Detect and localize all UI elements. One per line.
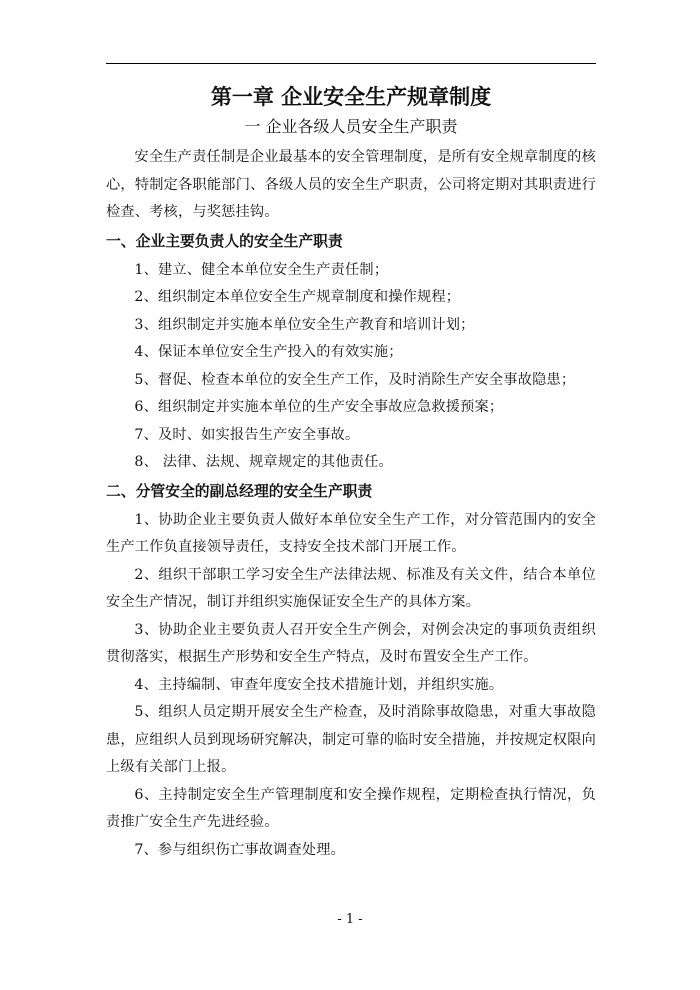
- list-item: 8、 法律、法规、规章规定的其他责任。: [134, 454, 393, 470]
- document-body: [106, 80, 596, 864]
- list-item: 5、组织人员定期开展安全生产检查，及时消除事故隐患，对重大事故隐患，应组织人员到现场研究解决，制定可靠的临时安全措施，并按规定权限向上级有关部门上报。: [106, 704, 596, 775]
- list-item: 4、保证本单位安全生产投入的有效实施；: [134, 344, 403, 360]
- list-item: 6、主持制定安全生产管理制度和安全操作规程，定期检查执行情况，负责推广安全生产先进经验。: [106, 786, 596, 830]
- list-item: 1、建立、健全本单位安全生产责任制；: [134, 261, 389, 278]
- list-item: 2、组织制定本单位安全生产规章制度和操作规程；: [134, 289, 461, 305]
- list-item: 7、参与组织伤亡事故调查处理。: [134, 841, 346, 858]
- list-item: 7、及时、如实报告生产安全事故。: [134, 426, 360, 443]
- intro-paragraph: 安全生产责任制是企业最基本的安全管理制度，是所有安全规章制度的核心，特制定各职能部门、各级人员的安全生产职责，公司将定期对其职责进行检查、考核，与奖惩挂钩。: [106, 149, 596, 220]
- list-item: 6、组织制定并实施本单位的生产安全事故应急救援预案；: [134, 399, 504, 415]
- list-item: 1、协助企业主要负责人做好本单位安全生产工作，对分管范围内的安全生产工作负直接领导责任，支持安全技术部门开展工作。: [106, 511, 596, 555]
- header-rule: [106, 63, 596, 64]
- chapter-title: 第一章 企业安全生产规章制度: [210, 84, 492, 109]
- page-number: - 1 -: [337, 912, 363, 927]
- list-item: 2、组织干部职工学习安全生产法律法规、标准及有关文件，结合本单位安全生产情况，制订并组织实施保证安全生产的具体方案。: [106, 566, 596, 610]
- section-heading: 一、企业主要负责人的安全生产职责: [106, 232, 343, 250]
- section-subtitle: 一 企业各级人员安全生产职责: [244, 117, 458, 136]
- list-item: 5、督促、检查本单位的安全生产工作，及时消除生产安全事故隐患；: [134, 371, 576, 388]
- list-item: 3、协助企业主要负责人召开安全生产例会，对例会决定的事项负责组织贯彻落实，根据生产形势和安全生产特点，及时布置安全生产工作。: [106, 621, 596, 665]
- section-heading: 二、分管安全的副总经理的安全生产职责: [106, 482, 373, 500]
- list-item: 4、主持编制、审查年度安全技术措施计划，并组织实施。: [134, 676, 504, 693]
- list-item: 3、组织制定并实施本单位安全生产教育和培训计划；: [134, 316, 475, 333]
